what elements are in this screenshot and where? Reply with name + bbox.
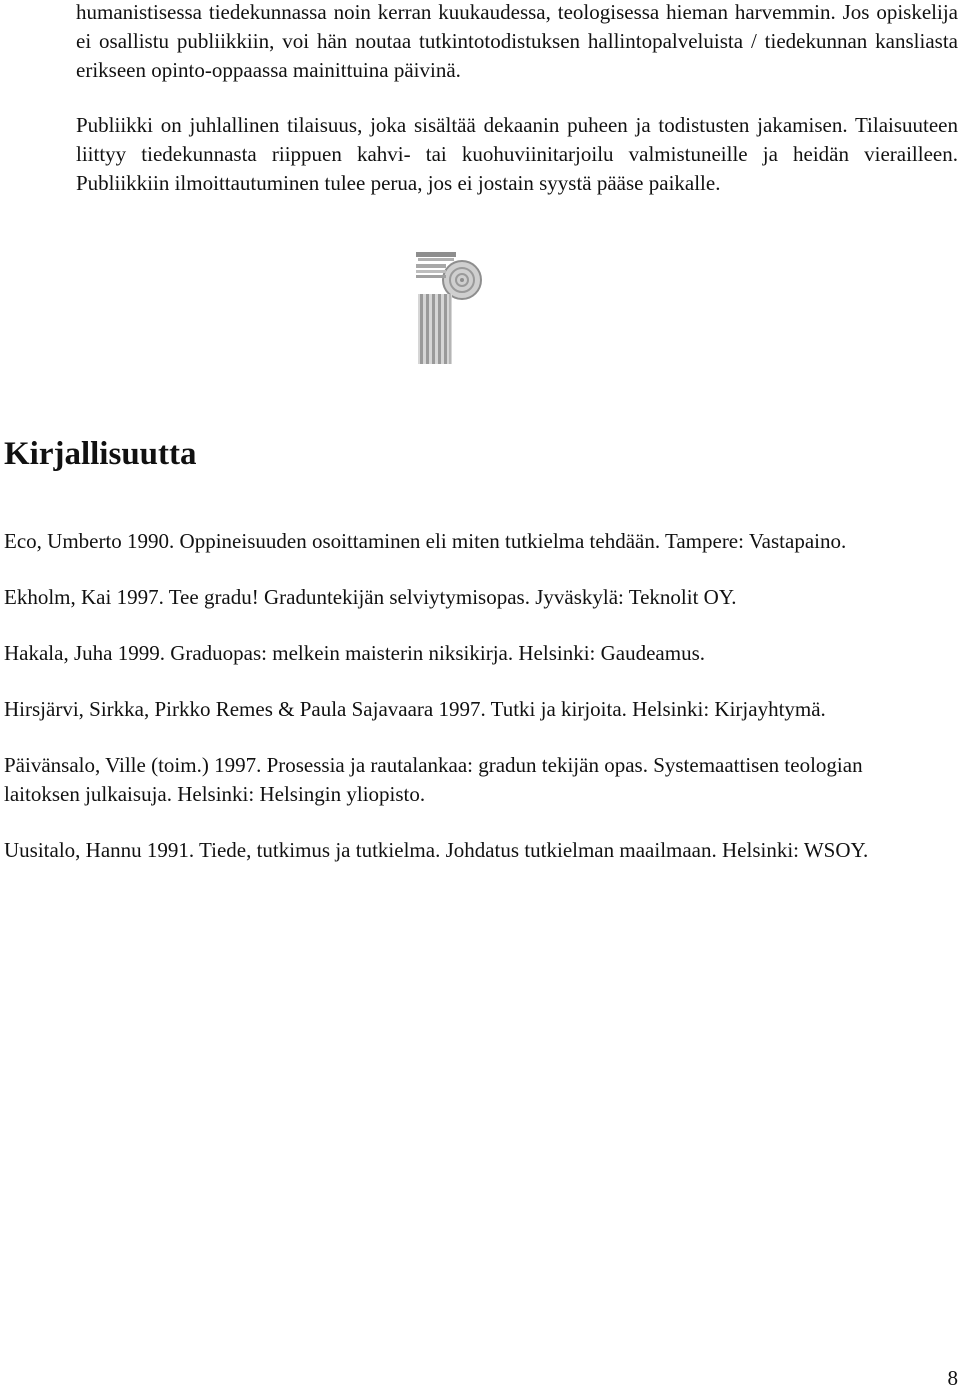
- reference-list: [4, 527, 934, 892]
- page-number: 8: [947, 1366, 958, 1390]
- intro-paragraph-graduation: humanistisessa tiedekunnassa noin kerran kuukaudessa, teologisessa hieman harvemmin. Jos opiskelija ei osallistu publiikkiin, voi hän noutaa tutkintotodistuksen hallintopalveluista / tiedekunnan kansliasta erikseen opinto-oppaassa mainittuina päivinä.: [76, 0, 958, 82]
- reference-item: Uusitalo, Hannu 1991. Tiede, tutkimus ja tutkielma. Johdatus tutkielman maailmaan. Helsinki: WSOY.: [4, 838, 869, 862]
- intro-text: [76, 0, 958, 198]
- reference-item: Eco, Umberto 1990. Oppineisuuden osoittaminen eli miten tutkielma tehdään. Tampere: Vastapaino.: [4, 529, 847, 553]
- reference-item: Hakala, Juha 1999. Graduopas: melkein maisterin niksikirja. Helsinki: Gaudeamus.: [4, 641, 706, 665]
- reference-item: Hirsjärvi, Sirkka, Pirkko Remes & Paula Sajavaara 1997. Tutki ja kirjoita. Helsinki: Kirjayhtymä.: [4, 697, 826, 721]
- bibliography-heading: Kirjallisuutta: [4, 436, 197, 472]
- ionic-column-icon: [414, 250, 482, 366]
- intro-paragraph-ceremony: Publiikki on juhlallinen tilaisuus, joka sisältää dekaanin puheen ja todistusten jakamisen. Tilaisuuteen liittyy tiedekunnasta riippuen kahvi- tai kuohuviinitarjoilu valmistuneille ja heidän vierailleen. Publiikkiin ilmoittautuminen tulee perua, jos ei jostain syystä pääse paikalle.: [76, 113, 958, 195]
- reference-item: Ekholm, Kai 1997. Tee gradu! Graduntekijän selviytymisopas. Jyväskylä: Teknolit OY.: [4, 585, 737, 609]
- reference-item: Päivänsalo, Ville (toim.) 1997. Prosessia ja rautalankaa: gradun tekijän opas. Systemaattisen teologian laitoksen julkaisuja. Helsinki: Helsingin yliopisto.: [4, 753, 863, 806]
